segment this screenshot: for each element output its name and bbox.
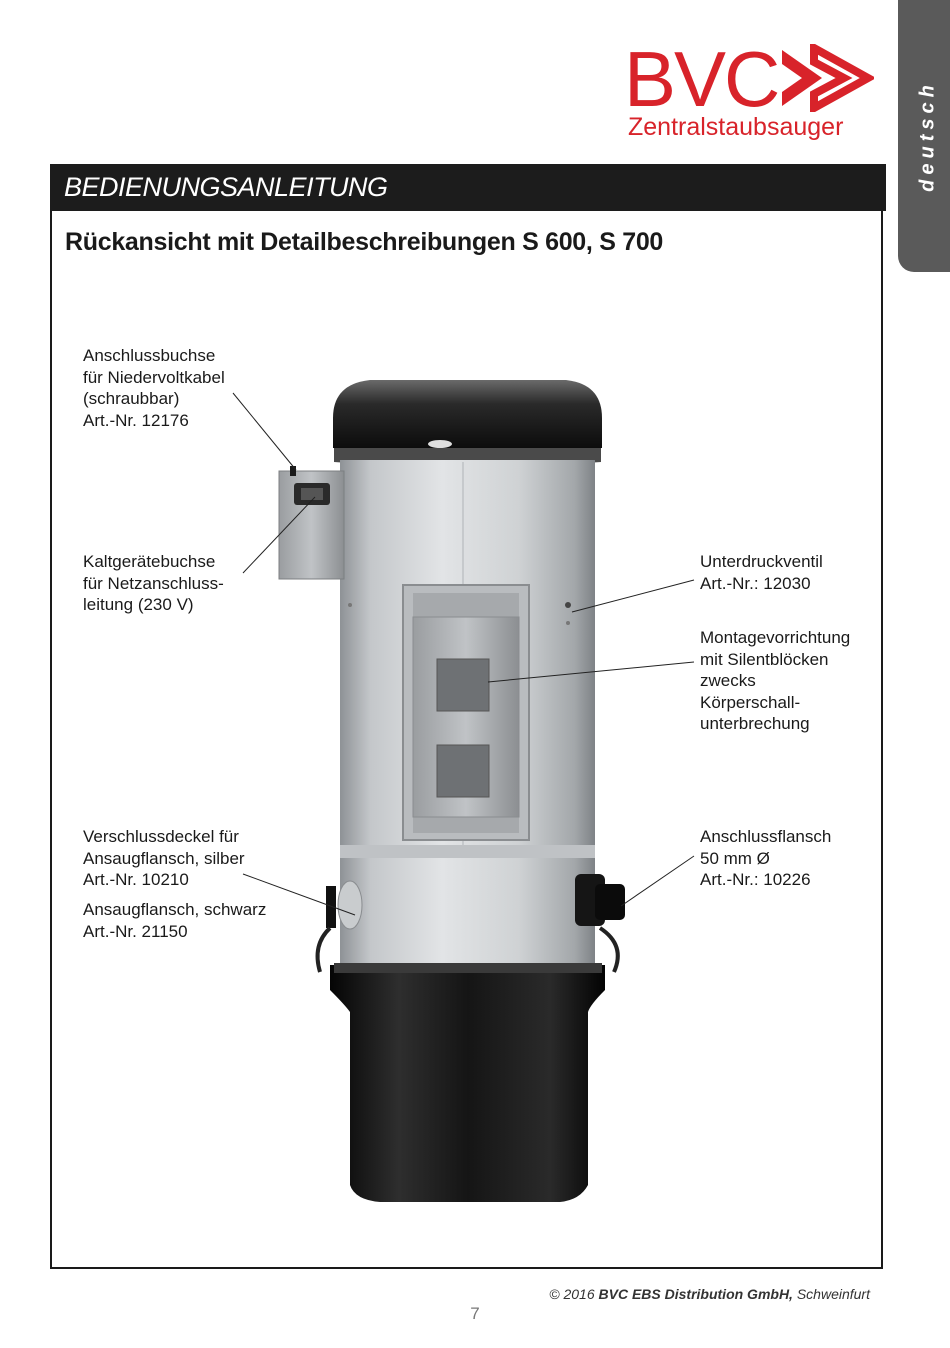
callout-line: Art.-Nr.: 10226 (700, 870, 811, 890)
callout-line: Art.-Nr. 21150 (83, 921, 188, 941)
copyright-prefix: © 2016 (549, 1286, 595, 1302)
callout-cap-silver (83, 826, 245, 891)
callout-line: Art.-Nr. 12176 (83, 410, 189, 430)
language-tab-label: deutsch (916, 80, 939, 192)
callout-connection-flange (700, 826, 831, 891)
callout-line: für Netzanschluss- (83, 573, 224, 593)
callout-mounting (700, 627, 850, 735)
callout-line: für Niedervoltkabel (83, 367, 225, 387)
company-city: Schweinfurt (796, 1286, 870, 1302)
logo-letters: BVC (624, 35, 779, 123)
callout-line: Montagevorrichtung (700, 628, 851, 647)
callout-line: Kaltgerätebuchse (83, 552, 216, 571)
company-name: BVC EBS Distribution GmbH, (598, 1286, 793, 1302)
callout-line: unterbrechung (700, 714, 810, 734)
callout-line: Verschlussdeckel für (83, 827, 239, 846)
callout-line: zwecks (700, 671, 756, 691)
header-title: BEDIENUNGSANLEITUNG (64, 172, 388, 202)
callout-line: mit Silentblöcken (700, 649, 829, 669)
callout-low-voltage-socket (83, 345, 225, 431)
callout-intake-black (83, 899, 266, 942)
callout-line: Anschlussflansch (700, 827, 832, 846)
page-number: 7 (470, 1304, 480, 1323)
copyright (549, 1286, 870, 1302)
callout-line: Art.-Nr. 10210 (83, 870, 189, 890)
section-title: Rückansicht mit Detailbeschreibungen S 600, S 700 (65, 228, 664, 256)
logo-subtitle: Zentralstaubsauger (628, 113, 844, 141)
callout-power-socket (83, 551, 224, 616)
callout-line: Ansaugflansch, schwarz (83, 900, 267, 919)
callout-line: Körperschall- (700, 692, 801, 712)
callout-line: Ansaugflansch, silber (83, 848, 245, 868)
callout-line: Anschlussbuchse (83, 346, 216, 365)
callout-line: 50 mm Ø (700, 848, 770, 868)
callout-line: Art.-Nr.: 12030 (700, 573, 811, 593)
callout-line: (schraubbar) (83, 389, 180, 409)
callout-line: Unterdruckventil (700, 552, 823, 571)
callout-line: leitung (230 V) (83, 595, 194, 615)
callout-vacuum-valve (700, 551, 823, 594)
